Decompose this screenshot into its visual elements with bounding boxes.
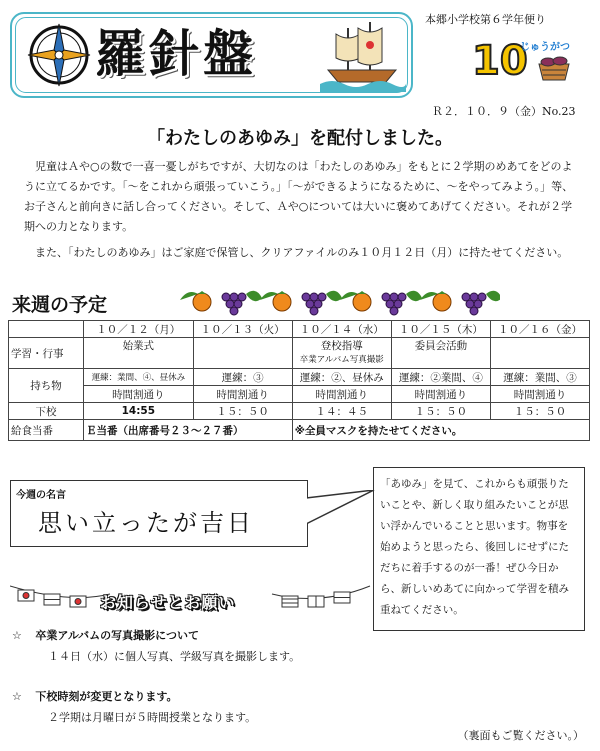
table-row [9,420,590,441]
quote-label: 今週の名言 [16,490,66,501]
notice-body: ２学期は月曜日が５時間授業となります。 [48,711,257,724]
row-label-events: 学習・行事 [9,338,84,369]
dismissal-cell: 14:55 [84,403,194,420]
row-label-lunch: 給食当番 [9,420,84,441]
schedule-table [8,320,590,441]
school-name: 本郷小学校第６学年便り [425,13,546,26]
dismissal-cell: １５：５０ [490,403,589,420]
table-row [9,369,590,386]
items-cell: 運練：②、昼休み [292,369,391,386]
day-header: １０／１５（木） [391,321,490,338]
headline: 「わたしのあゆみ」を配付しました。 [147,128,453,149]
compass-icon [26,22,92,88]
lunch-note: ※全員マスクを持たせてください。 [292,420,589,441]
newsletter-title: 羅針盤 [95,25,257,83]
day-header: １０／１４（水） [292,321,391,338]
items-cell: 時間割通り [391,386,490,403]
sweet-potato-basket-icon [536,52,572,82]
event-cell [193,338,292,369]
speech-pointer [300,490,380,530]
star-icon: ☆ [12,690,22,703]
items-cell: 時間割通り [84,386,194,403]
intro-paragraph: 児童はＡや○の数で一喜一憂しがちですが、大切なのは「わたしのあゆみ」をもとに２学期のめあてをどのように立てるかです。「～をこれから頑張っていこう。」「～ができるようになるために、～をやってみよう。」等、お子さんと前向きに話し合ってください。そして、Ａや○については大いに褒めてあげてください。それが２学期への力となります。 [24,160,574,233]
items-cell: 時間割通り [490,386,589,403]
day-header: １０／１２（月） [84,321,194,338]
footer-note: （裏面もご覧ください。） [457,729,584,742]
lunch-group: Ｅ当番（出席番号２３～２７番） [84,420,293,441]
notice-title: 卒業アルバムの写真撮影について [35,629,199,642]
month-label: じゅうがつ [520,42,570,53]
table-row [9,321,590,338]
items-cell: 運練：③ [193,369,292,386]
event-cell [490,338,589,369]
fruit-garland-decoration [180,284,500,316]
dismissal-cell: １５：５０ [193,403,292,420]
month-number: 10 [472,38,528,84]
ship-icon [318,18,406,92]
quote-text: 思い立ったが吉日 [38,509,254,537]
items-cell: 運練：業間、③ [490,369,589,386]
notice-item [12,627,199,643]
items-cell: 時間割通り [292,386,391,403]
event-cell: 委員会活動 [414,340,468,352]
instruction-paragraph: また、「わたしのあゆみ」はご家庭で保管し、クリアファイルのみ１０月１２日（月）に持たせてください。 [35,246,569,259]
items-cell: 時間割通り [193,386,292,403]
notice-title: 下校時刻が変更となります。 [35,690,178,703]
row-label-items: 持ち物 [9,369,84,403]
dismissal-cell: １５：５０ [391,403,490,420]
table-row [9,403,590,420]
quote-note: 「あゆみ」を見て、これからも頑張りたいことや、新しく取り組みたいことが思い浮かんでいることと思います。物事を始めようと思ったら、後回しにせずにただちに着手するのが一番！ぜひ今日から、新しいめあてに向かって学習を積み重ねてください。 [373,467,585,631]
star-icon: ☆ [12,629,22,642]
event-cell: 始業式 [122,340,155,352]
table-row [9,386,590,403]
event-cell: 登校指導 [320,340,363,352]
row-label-dismissal: 下校 [9,403,84,420]
issue-date: Ｒ２．１０．９（金）No.23 [432,105,576,118]
notices-heading: お知らせとお願い [100,593,236,612]
event-sub-cell: 卒業アルバム写真撮影 [299,355,384,365]
notice-body: １４日（水）に個人写真、学級写真を撮影します。 [48,650,301,663]
items-cell: 運練：業間、④、昼休み [84,369,194,386]
schedule-heading: 来週の予定 [12,294,108,316]
notice-item [12,688,178,704]
table-row [9,338,590,369]
day-header: １０／１６（金） [490,321,589,338]
dismissal-cell: １４：４５ [292,403,391,420]
day-header: １０／１３（火） [193,321,292,338]
items-cell: 運練：②業間、④ [391,369,490,386]
